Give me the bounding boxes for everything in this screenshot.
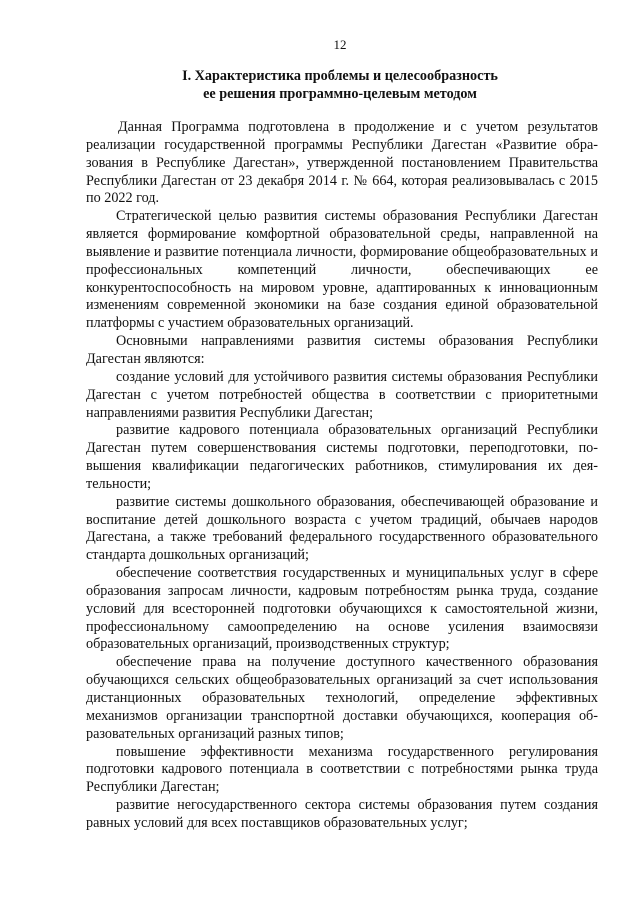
document-body [86, 119, 598, 833]
list-item-staff-potential: развитие кадрового потенциала образовательных организаций Республики Дагестан путем совершенствования системы подготовки, переподготовки, повышения квалификации педагогических работников, стимулирования их деятельности; [86, 422, 598, 492]
paragraph-intro: Данная Программа подготовлена в продолжение и с учетом результатов реализации государственной программы Республики Дагестан «Развитие образования в Республике Дагестан», утвержденной постановлением Правительства Республики Дагестан от 23 декабря 2014 г. № 664, которая реализовывалась с 2015 по 2022 год. [86, 119, 598, 207]
list-item-regulation-efficiency: повышение эффективности механизма государственного регулирования подготовки кадрового потенциала в соответствии с потребностями рынка труда Республики Дагестан; [86, 743, 598, 796]
page-number: 12 [333, 37, 347, 52]
section-heading-line-2: ее решения программно-целевым методом [203, 86, 477, 102]
list-item-non-state-sector: развитие негосударственного сектора системы образования путем создания равных условий для всех поставщиков образовательных услуг; [86, 797, 598, 831]
paragraph-strategic-goal: Стратегической целью развития системы образования Республики Дагестан является формирование комфортной образовательной среды, направленной на выявление и развитие потенциала личности, формирование общеобразовательных и профессиональных компетенций личности, обеспечивающих ее конкурентоспособность на мировом уровне, адаптированных к инновационным изменениям современной экономики на базе создания единой образовательной платформы с участием образовательных организаций. [86, 208, 598, 332]
list-item-preschool-education: развитие системы дошкольного образования, обеспечивающей образование и воспитание детей дошкольного возраста с учетом традиций, обычаев народов Дагестана, а также требований федерального государственного образовательного стандарта дошкольных организаций; [86, 493, 598, 564]
paragraph-main-directions: Основными направлениями развития системы образования Республики Дагестан являются: [86, 333, 598, 367]
list-item-rural-access: обеспечение права на получение доступного качественного образования обучающихся сельских общеобразовательных организаций за счет использования дистанционных образовательных технологий, определение эффективных механизмов организации транспортной доставки обучающихся, кооперация образовательных организаций разных типов; [86, 654, 598, 742]
list-item-sustainable-development: создание условий для устойчивого развития системы образования Республики Дагестан с учетом потребностей общества в соответствии с приоритетными направлениями развития Республики Дагестан; [86, 368, 598, 421]
section-heading [80, 67, 600, 103]
list-item-services-compliance: обеспечение соответствия государственных и муниципальных услуг в сфере образования запросам личности, кадровым потребностям рынка труда, создание условий для всесторонней подготовки обучающихся к самостоятельной жизни, профессиональному самоопределению на основе усиления взаимосвязи образовательных организаций, производственных структур; [86, 565, 598, 653]
section-heading-line-1: I. Характеристика проблемы и целесообразность [182, 68, 498, 84]
